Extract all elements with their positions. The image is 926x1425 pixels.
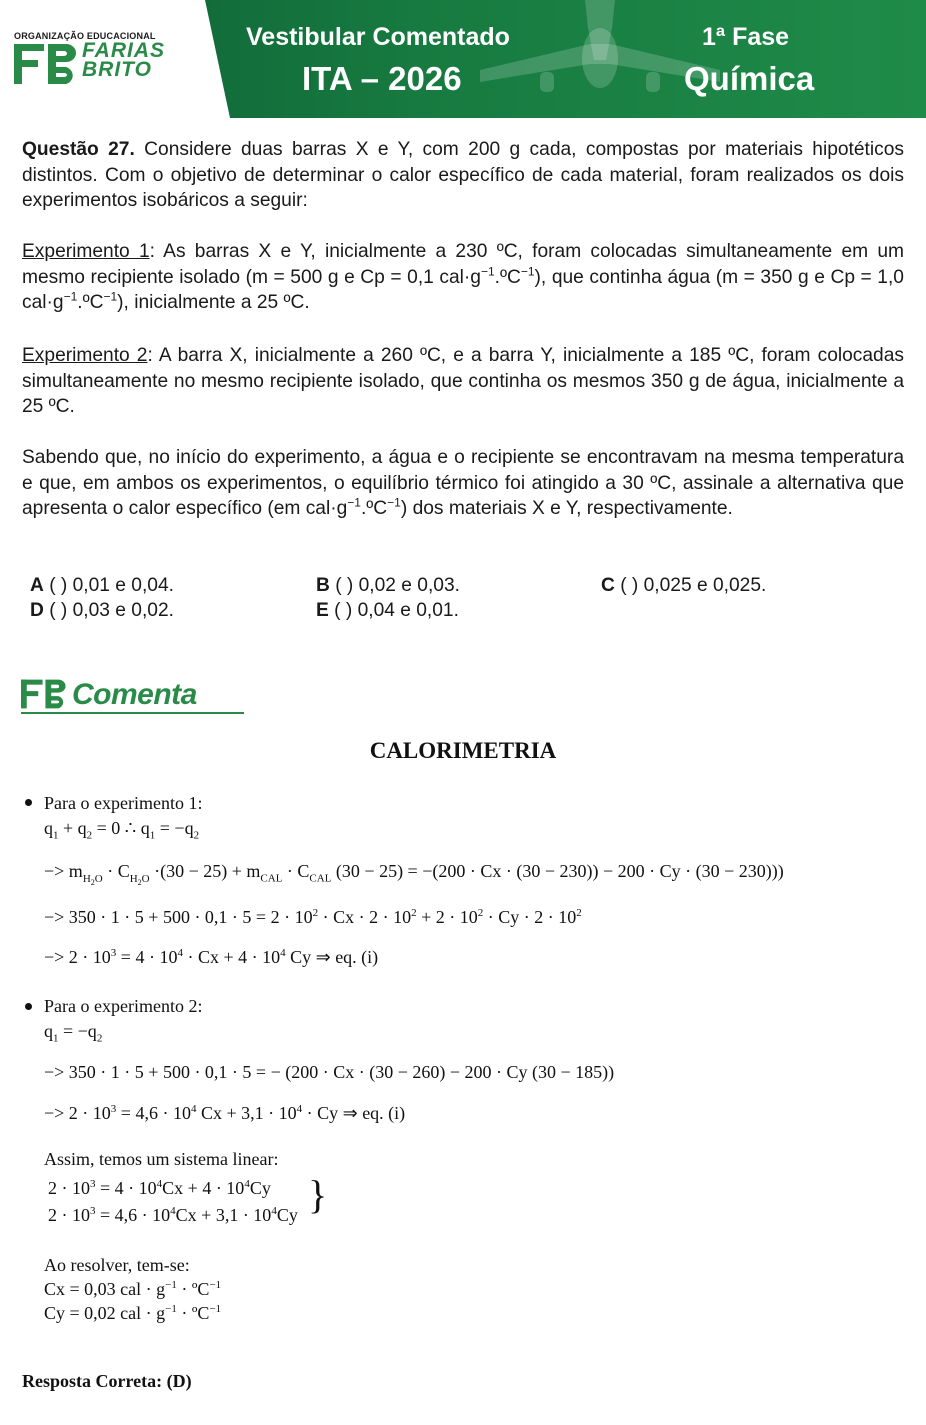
result-cx: Cx = 0,03 cal · $g^{-1}$ · ºC$^{-1}$ — [44, 1279, 222, 1299]
correct-answer: Resposta Correta: (D) — [22, 1371, 192, 1391]
equation-line: −> $m_{H_2O} \cdot C_{H_2O} \cdot(30 - 25) + m_{CAL} \cdot C_{CAL}$ (30 − 25) = −(200 · Cx · (30 − 230)) − 200 · Cy · (30 − 230))) — [44, 861, 784, 887]
option-letter: B — [316, 575, 330, 596]
header-title: Vestibular Comentado — [246, 23, 510, 51]
exp1-text: : As barras X e Y, inicialmente a 230 ºC, foram colocadas simultaneamente em um mesmo recipiente isolado (m = 500 g e Cp = 0,1 cal·g — [22, 241, 905, 288]
option-letter: A — [30, 575, 44, 596]
system-intro: Assim, temos um sistema linear: — [44, 1149, 279, 1169]
option-text: ( ) 0,04 e 0,01. — [328, 600, 459, 621]
result-cy: Cy = 0,02 cal · $g^{-1}$ · ºC$^{-1}$ — [44, 1303, 222, 1323]
comenta-divider — [21, 712, 244, 714]
option-letter: D — [30, 600, 44, 621]
statement-sup: −1 — [347, 495, 361, 510]
bullet-icon — [25, 799, 32, 806]
option-letter: C — [601, 575, 615, 596]
option-text: ( ) 0,025 e 0,025. — [614, 575, 767, 596]
statement-text: ) dos materiais X e Y, respectivamente. — [400, 498, 733, 519]
comenta-logo-icon — [21, 678, 67, 710]
exp1-heading: Para o experimento 1: — [44, 793, 203, 813]
option-text: ( ) 0,03 e 0,02. — [43, 600, 174, 621]
logo-word-brito: BRITO — [82, 58, 152, 81]
exp2-text: : A barra X, inicialmente a 260 ºC, e a barra Y, inicialmente a 185 ºC, foram colocadas simultaneamente no mesmo recipiente isolado, que continha os mesmos 350 g de água, inicialmente a 25 ºC. — [22, 345, 904, 417]
comenta-label: Comenta — [72, 678, 197, 711]
exp1-text: ), que continha água (m = 350 g e Cp = 1,0 cal·g — [22, 266, 904, 313]
equation-line: −> $2 \cdot 10^3 = 4,6 \cdot 10^4$ $Cx + 3,1 \cdot 10^4 \cdot Cy$ ⇒ eq. (i) — [44, 1103, 406, 1123]
exp1-text: .ºC — [77, 292, 104, 313]
header-subject: Química — [684, 60, 815, 97]
experiment-1 — [22, 239, 904, 316]
system-equation-1: $2 \cdot 10^3 = 4 \cdot 10^4Cx + 4 \cdot 10^4Cy$ — [48, 1178, 271, 1198]
exp1-sup: −1 — [63, 289, 78, 304]
org-label: ORGANIZAÇÃO EDUCACIONAL — [14, 31, 156, 41]
experiment-1-label: Experimento 1 — [22, 241, 150, 262]
exp1-sup: −1 — [520, 264, 535, 279]
equation-line: $q_1 + q_2 = 0$ ∴ $q_1 = -q_2$ — [44, 818, 200, 842]
option-text: ( ) 0,02 e 0,03. — [329, 575, 460, 596]
solution-title: CALORIMETRIA — [369, 738, 557, 763]
exp1-text: .ºC — [494, 266, 521, 288]
experiment-2 — [22, 343, 904, 420]
experiment-2-label: Experimento 2 — [22, 345, 148, 366]
airplane-icon — [480, 0, 720, 118]
equation-line: −> $2 \cdot 10^3 = 4 \cdot 10^4 \cdot Cx + 4 \cdot 10^4$ Cy ⇒ eq. (i) — [44, 947, 379, 967]
exp1-sup: −1 — [103, 289, 118, 304]
equation-line: $q_1 = -q_2$ — [44, 1021, 103, 1045]
logo-word-farias: FARIAS — [82, 39, 166, 62]
exp1-text: ), inicialmente a 25 ºC. — [117, 292, 310, 313]
question-intro — [22, 137, 904, 214]
option-a[interactable] — [30, 573, 174, 598]
option-text: ( ) 0,01 e 0,04. — [43, 575, 174, 596]
header-exam: ITA – 2026 — [302, 60, 462, 97]
equation-line: −> $350 \cdot 1 \cdot 5 + 500 \cdot 0,1 \cdot 5 = 2 \cdot 10^2 \cdot Cx \cdot 2 \cdot 10^2 + 2 \cdot 10^2 \cdot Cy \cdot 2 \cdot 10^2$ — [44, 907, 582, 927]
exp2-heading: Para o experimento 2: — [44, 996, 203, 1016]
header-phase: 1ª Fase — [702, 23, 790, 51]
system-equation-2: $2 \cdot 10^3 = 4,6 \cdot 10^4Cx + 3,1 \cdot 10^4Cy$ — [48, 1205, 298, 1225]
statement-text: .ºC — [360, 498, 388, 519]
logo-wordmark — [82, 41, 165, 79]
statement-sup: −1 — [387, 495, 401, 510]
option-e[interactable] — [316, 598, 459, 623]
farias-brito-logo — [14, 44, 78, 84]
page-header — [0, 0, 926, 118]
question-number: Questão 27. — [22, 139, 135, 160]
option-c[interactable] — [601, 573, 766, 598]
option-letter: E — [316, 600, 329, 621]
option-b[interactable] — [316, 573, 460, 598]
bullet-icon — [25, 1003, 32, 1010]
option-d[interactable] — [30, 598, 174, 623]
question-statement — [22, 445, 904, 522]
resolve-intro: Ao resolver, tem-se: — [44, 1255, 190, 1275]
question-intro-text: Considere duas barras X e Y, com 200 g cada, compostas por materiais hipotéticos distintos. Com o objetivo de determinar o calor específico de cada material, foram realizados os dois experimentos isobáricos a seguir: — [22, 139, 905, 211]
exp1-sup: −1 — [480, 264, 495, 279]
system-brace: } — [308, 1172, 328, 1217]
equation-line: −> 350 · 1 · 5 + 500 · 0,1 · 5 = − (200 · Cx · (30 − 260) − 200 · Cy (30 − 185)) — [44, 1062, 615, 1082]
statement-text: Sabendo que, no início do experimento, a água e o recipiente se encontravam na mesma temperatura e que, em ambos os experimentos, o equilíbrio térmico foi atingido a 30 ºC, assinale a alternativa que apresenta o calor específico (em cal·g — [22, 447, 904, 519]
